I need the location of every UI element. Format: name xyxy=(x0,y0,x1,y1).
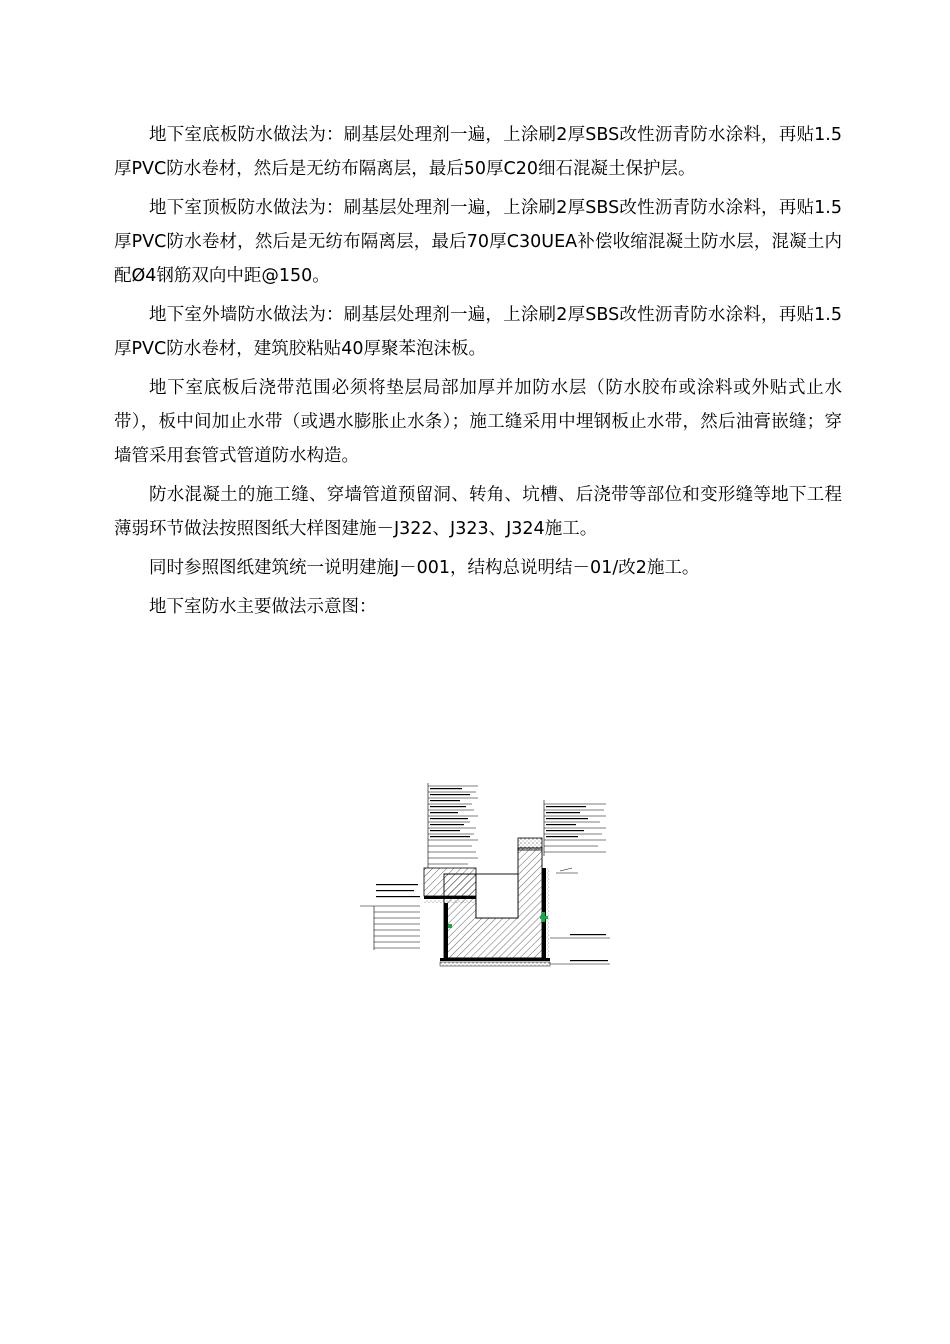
paragraph-exterior-wall: 地下室外墙防水做法为：刷基层处理剂一遍，上涂刷2厚SBS改性沥青防水涂料，再贴1.5厚PVC防水卷材，建筑胶粘贴40厚聚苯泡沫板。 xyxy=(114,305,842,359)
left-annotation-lines xyxy=(428,783,478,868)
left-annotation-text xyxy=(430,788,470,837)
lower-left-annotation xyxy=(360,906,420,950)
leader-lines xyxy=(550,868,610,964)
waterproofing-diagram xyxy=(360,778,610,974)
paragraph-references: 同时参照图纸建筑统一说明建施J－001，结构总说明结－01/改2施工。 xyxy=(149,558,700,578)
paragraph-diagram-caption: 地下室防水主要做法示意图： xyxy=(149,597,377,617)
paragraph-post-pour-strip: 地下室底板后浇带范围必须将垫层局部加厚并加防水层（防水胶布或涂料或外贴式止水带），板中间加止水带（或遇水膨胀止水条）；施工缝采用中埋钢板止水带，然后油膏嵌缝；穿墙管采用套管式管道防水构造。 xyxy=(114,378,842,466)
paragraph-weak-points: 防水混凝土的施工缝、穿墙管道预留洞、转角、坑槽、后浇带等部位和变形缝等地下工程薄弱环节做法按照图纸大样图建施－J322、J323、J324施工。 xyxy=(114,485,842,539)
body-text xyxy=(114,118,842,629)
right-annotation-lines xyxy=(544,800,606,856)
right-annotation-text xyxy=(546,806,588,837)
paragraph-roof-slab: 地下室顶板防水做法为：刷基层处理剂一遍，上涂刷2厚SBS改性沥青防水涂料，再贴1.5厚PVC防水卷材，然后是无纺布隔离层，最后70厚C30UEA补偿收缩混凝土防水层，混凝土内配Ø4钢筋双向中距@150。 xyxy=(114,198,842,286)
concrete-structure xyxy=(424,838,550,966)
paragraph-floor-slab: 地下室底板防水做法为：刷基层处理剂一遍，上涂刷2厚SBS改性沥青防水涂料，再贴1.5厚PVC防水卷材，然后是无纺布隔离层，最后50厚C20细石混凝土保护层。 xyxy=(114,125,842,179)
